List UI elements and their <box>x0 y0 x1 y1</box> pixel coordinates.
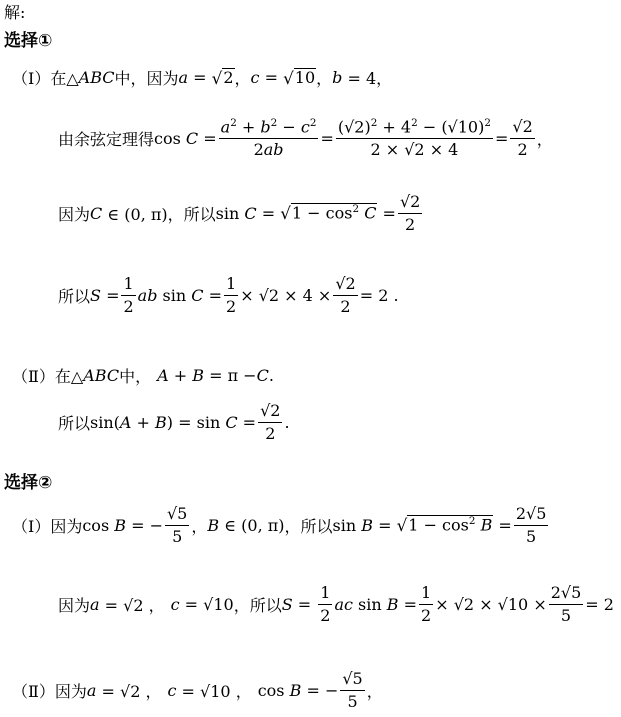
sqrt-10: √ 10 <box>283 67 316 88</box>
c2-part2-label: （Ⅱ） <box>12 681 55 701</box>
frac-sinC: $\frac{√2}{2}$ <box>399 192 421 234</box>
solution-heading <box>4 0 25 23</box>
c2-because: 因为 <box>50 516 83 536</box>
so-text-area: 所以 <box>58 286 91 306</box>
text-because: 中，因为 <box>114 69 179 88</box>
triangle-name-2: ABC <box>83 366 120 385</box>
c2-part1-label: （Ⅰ） <box>12 516 51 536</box>
c1-p2-line1: （Ⅱ） 在△ ABC 中， A + B = π − C . <box>12 366 274 386</box>
choice1-title <box>4 26 52 51</box>
because-text: 因为 <box>58 204 91 224</box>
so-text: 所以 <box>183 204 216 224</box>
frac-cosC-values: $\frac{(√2)^2 + 4^2 - (√10)^2}{2 \times √2 \times 4}$ <box>337 117 491 159</box>
c2-so: ，所以 <box>284 516 333 536</box>
text-in-triangle-2: 在△ <box>54 367 84 386</box>
sqrt-2: √ 2 <box>211 67 234 88</box>
frac-sqrt2-over-2: $\frac{√2}{2}$ <box>512 117 533 159</box>
c1-p2-line2: 所以 sin( A + B ) = sin C = $\frac{√2}{2}$ . <box>58 401 290 443</box>
c2-p1-line2: 因为 a = √2 ， c = √10 ，所以 S = $\frac{1}{2}$ ac sin B = $\frac{1}{2}$ × √2 × √10 × $\frac{2√5}{5}$ = 2 <box>58 583 614 625</box>
c2-so-2: ，所以 <box>233 595 282 615</box>
part2-label: （Ⅱ） <box>12 367 55 386</box>
c2-because-p2: 因为 <box>54 681 87 701</box>
triangle-name: ABC <box>78 68 115 87</box>
c1-p1-cosine: 由余弦定理得 cos C = $\frac{a^2 + b^2 - c^2}{2ab}$ = $\frac{(√2)^2 + 4^2 - (√10)^2}{2 \times √2 \times 4}$ = $\frac{√2}{2}$ ， <box>58 117 553 159</box>
text-in-triangle: 在△ <box>50 69 79 88</box>
solution-label: 解: <box>4 3 26 22</box>
choice1-title-text: 选择① <box>4 31 53 51</box>
c1-p1-given: （Ⅰ） 在△ ABC 中，因为 a = √ 2 ， c = √ 10 ， b = 4， <box>12 67 393 88</box>
text-zhong: 中， <box>119 367 152 386</box>
cosine-text: 由余弦定理得 <box>58 129 155 149</box>
c2-p1-line1: （Ⅰ） 因为 cos B = − $\frac{√5}{5}$ ， B ∈ (0, π) ，所以 sin B = √ $1 - \cos^2 B$ = $\frac{2√5}{5}$ <box>12 504 547 546</box>
frac-cosC: $\frac{a^2 + b^2 - c^2}{2ab}$ <box>220 117 317 159</box>
so-text-p2: 所以 <box>58 413 91 433</box>
var-b: b <box>332 68 343 87</box>
c2-p2-line1: （Ⅱ） 因为 a = √2 ， c = √10 ， cos B = − $\frac{√5}{5}$ ， <box>12 669 383 711</box>
var-c: c <box>250 68 260 87</box>
c1-p1-area: 所以 S = $\frac{1}{2}$ ab sin C = $\frac{1}{2}$ × √2 × 4 × $\frac{√2}{2}$ = 2 . <box>58 274 399 316</box>
c2-because-2: 因为 <box>58 595 91 615</box>
choice2-title <box>4 468 52 493</box>
var-a: a <box>178 68 189 87</box>
choice2-title-text: 选择② <box>4 473 53 493</box>
c1-p1-sinC: 因为 C ∈ (0, π)， 所以 sin C = √ $1 - \cos^2 C$ = $\frac{√2}{2}$ <box>58 192 421 234</box>
part-label: （Ⅰ） <box>12 69 51 88</box>
